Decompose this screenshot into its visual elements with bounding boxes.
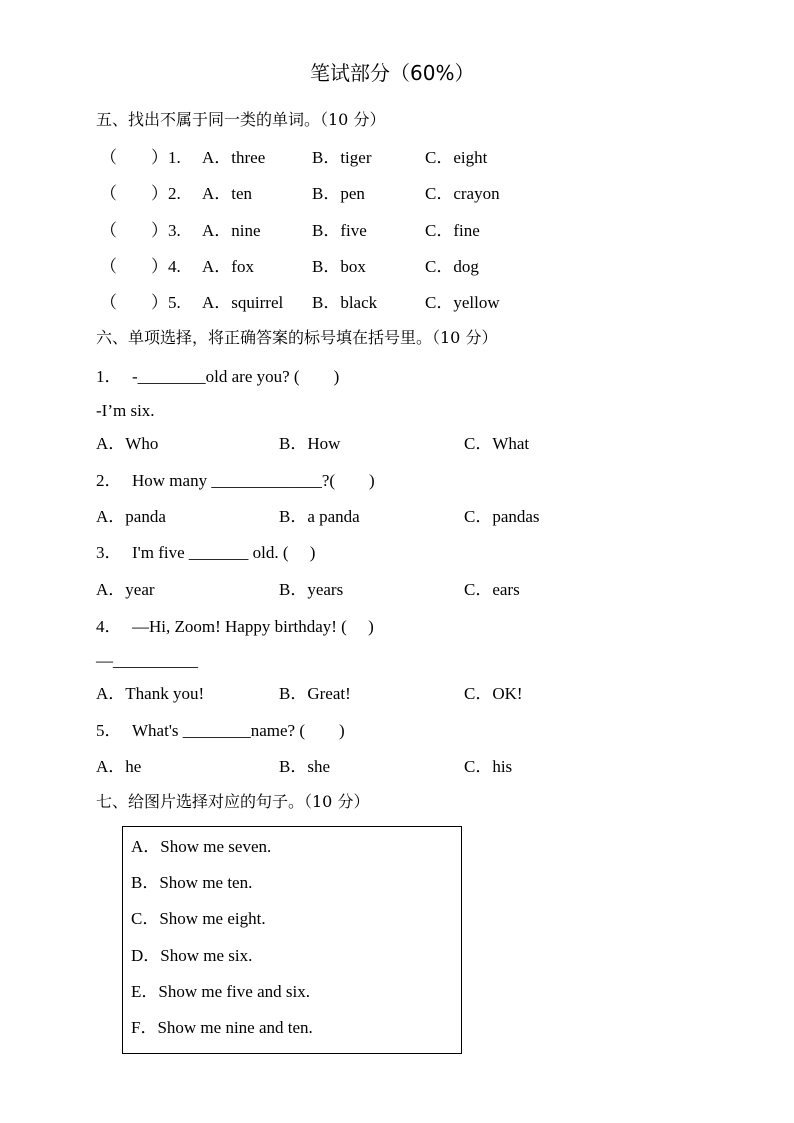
answer-blank[interactable]: （ ） (100, 257, 168, 276)
option-c: C．eight (425, 148, 488, 167)
option-a: A．ten (202, 184, 253, 203)
question-number: 5. (168, 293, 181, 312)
option-c: C．ears (464, 580, 520, 599)
sentence-option: B．Show me ten. (131, 873, 253, 892)
option-b: B．tiger (312, 148, 372, 167)
page-title: 笔试部分（60%） (310, 61, 475, 85)
option-b: B．pen (312, 184, 365, 203)
option-c: C．crayon (425, 184, 500, 203)
option-b: B．five (312, 221, 367, 240)
question-number: 5． (96, 721, 122, 740)
option-a: A．fox (202, 257, 254, 276)
sentence-option: F．Show me nine and ten. (131, 1018, 313, 1037)
answer-blank[interactable]: （ ） (100, 293, 168, 312)
question-number: 2． (96, 471, 122, 490)
sentence-option: C．Show me eight. (131, 909, 266, 928)
option-a: A．Thank you! (96, 684, 205, 703)
option-b: B．she (279, 757, 330, 776)
option-a: A．panda (96, 507, 166, 526)
option-c: C．dog (425, 257, 479, 276)
sentence-options-box (122, 826, 462, 1054)
question-number: 3. (168, 221, 181, 240)
answer-blank[interactable]: （ ） (100, 184, 168, 203)
option-c: C．fine (425, 221, 480, 240)
option-b: B．box (312, 257, 366, 276)
question-text: -________old are you? ( ) (132, 367, 340, 386)
question-text: —Hi, Zoom! Happy birthday! ( ) (132, 617, 374, 636)
option-c: C．pandas (464, 507, 540, 526)
option-c: C．What (464, 434, 530, 453)
sentence-option: E．Show me five and six. (131, 982, 310, 1001)
question-text: I'm five _______ old. ( ) (132, 543, 316, 562)
option-b: B．a panda (279, 507, 360, 526)
option-a: A．year (96, 580, 155, 599)
option-a: A．three (202, 148, 266, 167)
question-number: 1. (168, 148, 181, 167)
question-number: 4． (96, 617, 122, 636)
option-a: A．he (96, 757, 142, 776)
option-b: B．black (312, 293, 378, 312)
answer-blank[interactable]: （ ） (100, 221, 168, 240)
option-c: C．his (464, 757, 513, 776)
dialogue-reply: —__________ (96, 651, 198, 670)
option-c: C．yellow (425, 293, 500, 312)
option-b: B．Great! (279, 684, 351, 703)
option-c: C．OK! (464, 684, 523, 703)
option-a: A．Who (96, 434, 159, 453)
question-number: 3． (96, 543, 122, 562)
question-number: 1． (96, 367, 122, 386)
section5-heading: 五、找出不属于同一类的单词。（10 分） (96, 110, 386, 129)
question-number: 2. (168, 184, 181, 203)
question-number: 4. (168, 257, 181, 276)
option-a: A．squirrel (202, 293, 284, 312)
sentence-option: A．Show me seven. (131, 837, 272, 856)
question-text: How many _____________?( ) (132, 471, 375, 490)
option-a: A．nine (202, 221, 261, 240)
sentence-option: D．Show me six. (131, 946, 253, 965)
section7-heading: 七、给图片选择对应的句子。（10 分） (96, 792, 370, 811)
answer-blank[interactable]: （ ） (100, 148, 168, 167)
question-text: What's ________name? ( ) (132, 721, 345, 740)
option-b: B．years (279, 580, 344, 599)
option-b: B．How (279, 434, 341, 453)
dialogue-reply: -I’m six. (96, 401, 155, 420)
section6-heading: 六、单项选择，将正确答案的标号填在括号里。（10 分） (96, 328, 498, 347)
